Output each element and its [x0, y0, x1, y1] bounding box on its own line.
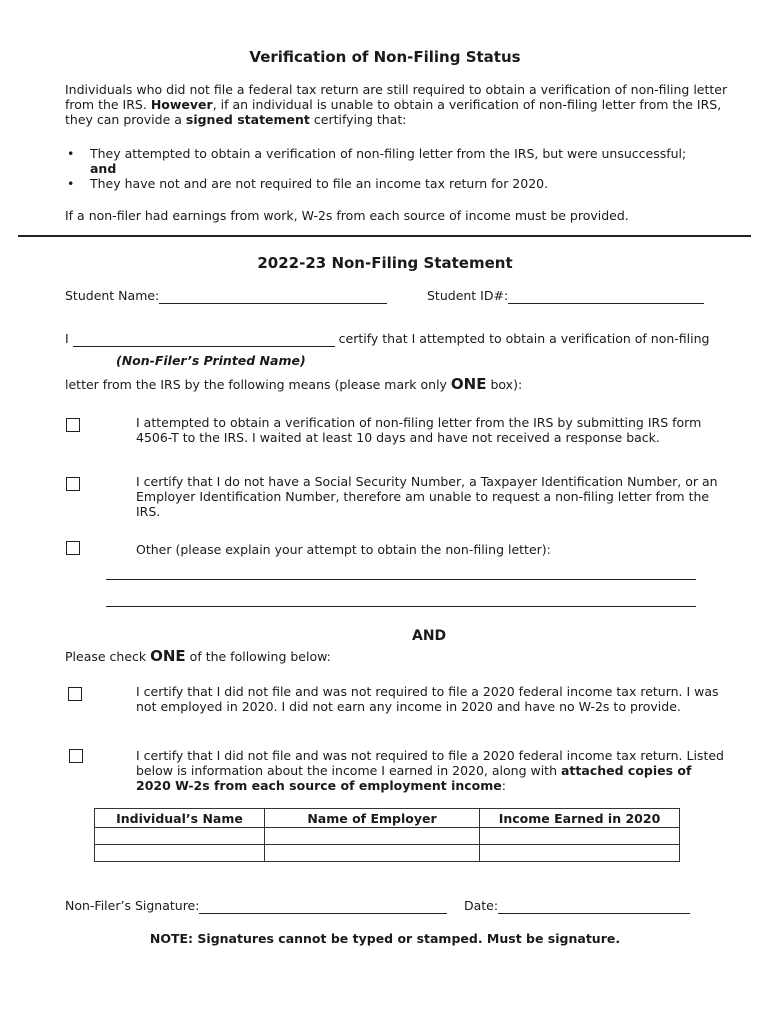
bullet-2-text: They have not and are not required to file an income tax return for 2020.	[90, 176, 549, 191]
table-cell[interactable]	[265, 845, 480, 862]
w2-note: If a non-filer had earnings from work, W-2s from each source of income must be provided.	[65, 208, 629, 223]
intro-text-2: , if an individual is unable to obtain a verification of non-filing letter from the IRS, they can provide a	[65, 97, 722, 127]
table-cell[interactable]	[95, 845, 265, 862]
certify-row	[65, 331, 735, 347]
explanation-line-2[interactable]	[106, 606, 696, 607]
table-cell[interactable]	[480, 828, 680, 845]
income-option-2-bold: attached copies of 2020 W-2s from each source of employment income	[136, 763, 692, 793]
signature-label: Non-Filer’s Signature:	[65, 898, 200, 913]
list-item	[65, 146, 705, 176]
and-label: AND	[412, 628, 447, 644]
page-title: Verification of Non-Filing Status	[249, 48, 521, 66]
date-field[interactable]	[498, 898, 690, 914]
check-one-prefix: Please check	[65, 649, 147, 664]
student-name-row	[65, 288, 387, 304]
means-one: ONE	[450, 375, 487, 393]
means-prefix: letter from the IRS by the following means (please mark only	[65, 377, 447, 392]
signature-note: NOTE: Signatures cannot be typed or stamped. Must be signature.	[149, 931, 621, 946]
col-employer-name: Name of Employer	[265, 809, 480, 828]
income-option-2-end: :	[501, 778, 506, 793]
requirements-list	[65, 146, 705, 191]
list-item	[65, 176, 705, 191]
date-label: Date:	[464, 898, 499, 913]
table-cell[interactable]	[480, 845, 680, 862]
income-option-2	[136, 748, 726, 793]
certify-suffix: certify that I attempted to obtain a verification of non-filing	[338, 331, 710, 346]
check-one-suffix: of the following below:	[189, 649, 331, 664]
intro-text-3: certifying that:	[313, 112, 407, 127]
intro-text-1: Individuals who did not file a federal tax return are still required to obtain a verification of non-filing letter from the IRS.	[65, 82, 728, 112]
student-id-field[interactable]	[508, 288, 704, 304]
means-option-2: I certify that I do not have a Social Security Number, a Taxpayer Identification Number, or an Employer Identification Number, therefore am unable to request a non-filing letter from the IRS.	[136, 474, 718, 519]
means-option-1: I attempted to obtain a verification of non-filing letter from the IRS by submitting IRS form 4506-T to the IRS. I waited at least 10 days and have not received a response back.	[136, 415, 702, 445]
intro-however: However	[150, 97, 213, 112]
col-income-earned: Income Earned in 2020	[480, 809, 680, 828]
income-option-1: I certify that I did not file and was not required to file a 2020 federal income tax return. I was not employed in 2020. I did not earn any income in 2020 and have no W-2s to provide.	[136, 684, 719, 714]
table-row	[95, 828, 680, 845]
statement-title: 2022-23 Non-Filing Statement	[257, 254, 513, 272]
explanation-line-1[interactable]	[106, 579, 696, 580]
bullet-1-text: They attempted to obtain a verification of non-filing letter from the IRS, but were unsuccessful;	[90, 146, 687, 161]
means-checkbox-3[interactable]	[66, 541, 80, 555]
intro-signed-statement: signed statement	[185, 112, 310, 127]
section-divider	[18, 235, 751, 237]
student-id-row	[427, 288, 704, 304]
check-one-instruction	[65, 647, 331, 665]
printed-name-field[interactable]	[73, 331, 335, 347]
intro-paragraph	[65, 82, 735, 127]
income-table	[94, 808, 680, 862]
table-header-row	[95, 809, 680, 828]
table-row	[95, 845, 680, 862]
signature-field[interactable]	[199, 898, 447, 914]
date-row	[464, 898, 690, 914]
check-one-one: ONE	[150, 647, 186, 665]
student-name-field[interactable]	[159, 288, 387, 304]
printed-name-caption: (Non-Filer’s Printed Name)	[116, 353, 306, 368]
signature-row	[65, 898, 447, 914]
table-cell[interactable]	[265, 828, 480, 845]
student-id-label: Student ID#:	[427, 288, 509, 303]
means-checkbox-1[interactable]	[66, 418, 80, 432]
means-option-3: Other (please explain your attempt to obtain the non-filing letter):	[136, 542, 551, 557]
student-name-label: Student Name:	[65, 288, 160, 303]
table-cell[interactable]	[95, 828, 265, 845]
bullet-1-and: and	[90, 161, 117, 176]
means-suffix: box):	[490, 377, 523, 392]
means-checkbox-2[interactable]	[66, 477, 80, 491]
income-checkbox-2[interactable]	[69, 749, 83, 763]
certify-prefix: I	[65, 331, 69, 346]
income-checkbox-1[interactable]	[68, 687, 82, 701]
col-individual-name: Individual’s Name	[95, 809, 265, 828]
means-instruction	[65, 375, 522, 393]
income-option-2-text: I certify that I did not file and was not required to file a 2020 federal income tax return. Listed below is information about the income I earned in 2020, along with	[136, 748, 724, 778]
